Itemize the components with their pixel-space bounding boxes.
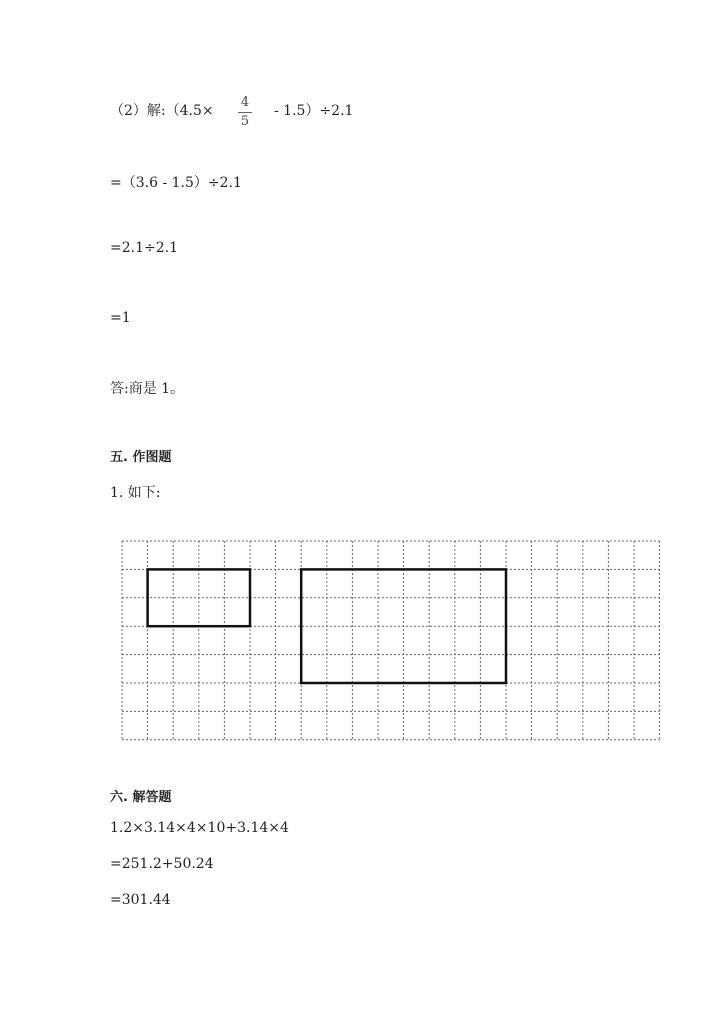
answer-line: 答:商是 1。 (110, 381, 185, 397)
section-5-heading: 五. 作图题 (110, 450, 172, 465)
section-6-line-1: 1.2×3.14×4×10+3.14×4 (110, 820, 289, 836)
solution-line-2: =（3.6 - 1.5）÷2.1 (110, 175, 242, 191)
solution-line-4: =1 (110, 310, 131, 326)
section-5-item-1: 1. 如下: (110, 485, 161, 501)
solution-line-3: =2.1÷2.1 (110, 240, 178, 256)
expression-suffix: - 1.5）÷2.1 (274, 103, 354, 119)
fraction-numerator: 4 (238, 94, 252, 113)
expression-prefix: （2）解:（4.5× (110, 103, 214, 119)
section-6-heading: 六. 解答题 (110, 790, 172, 805)
section-6-line-3: =301.44 (110, 892, 171, 908)
section-6-line-2: =251.2+50.24 (110, 856, 214, 872)
fraction-denominator: 5 (240, 114, 250, 129)
